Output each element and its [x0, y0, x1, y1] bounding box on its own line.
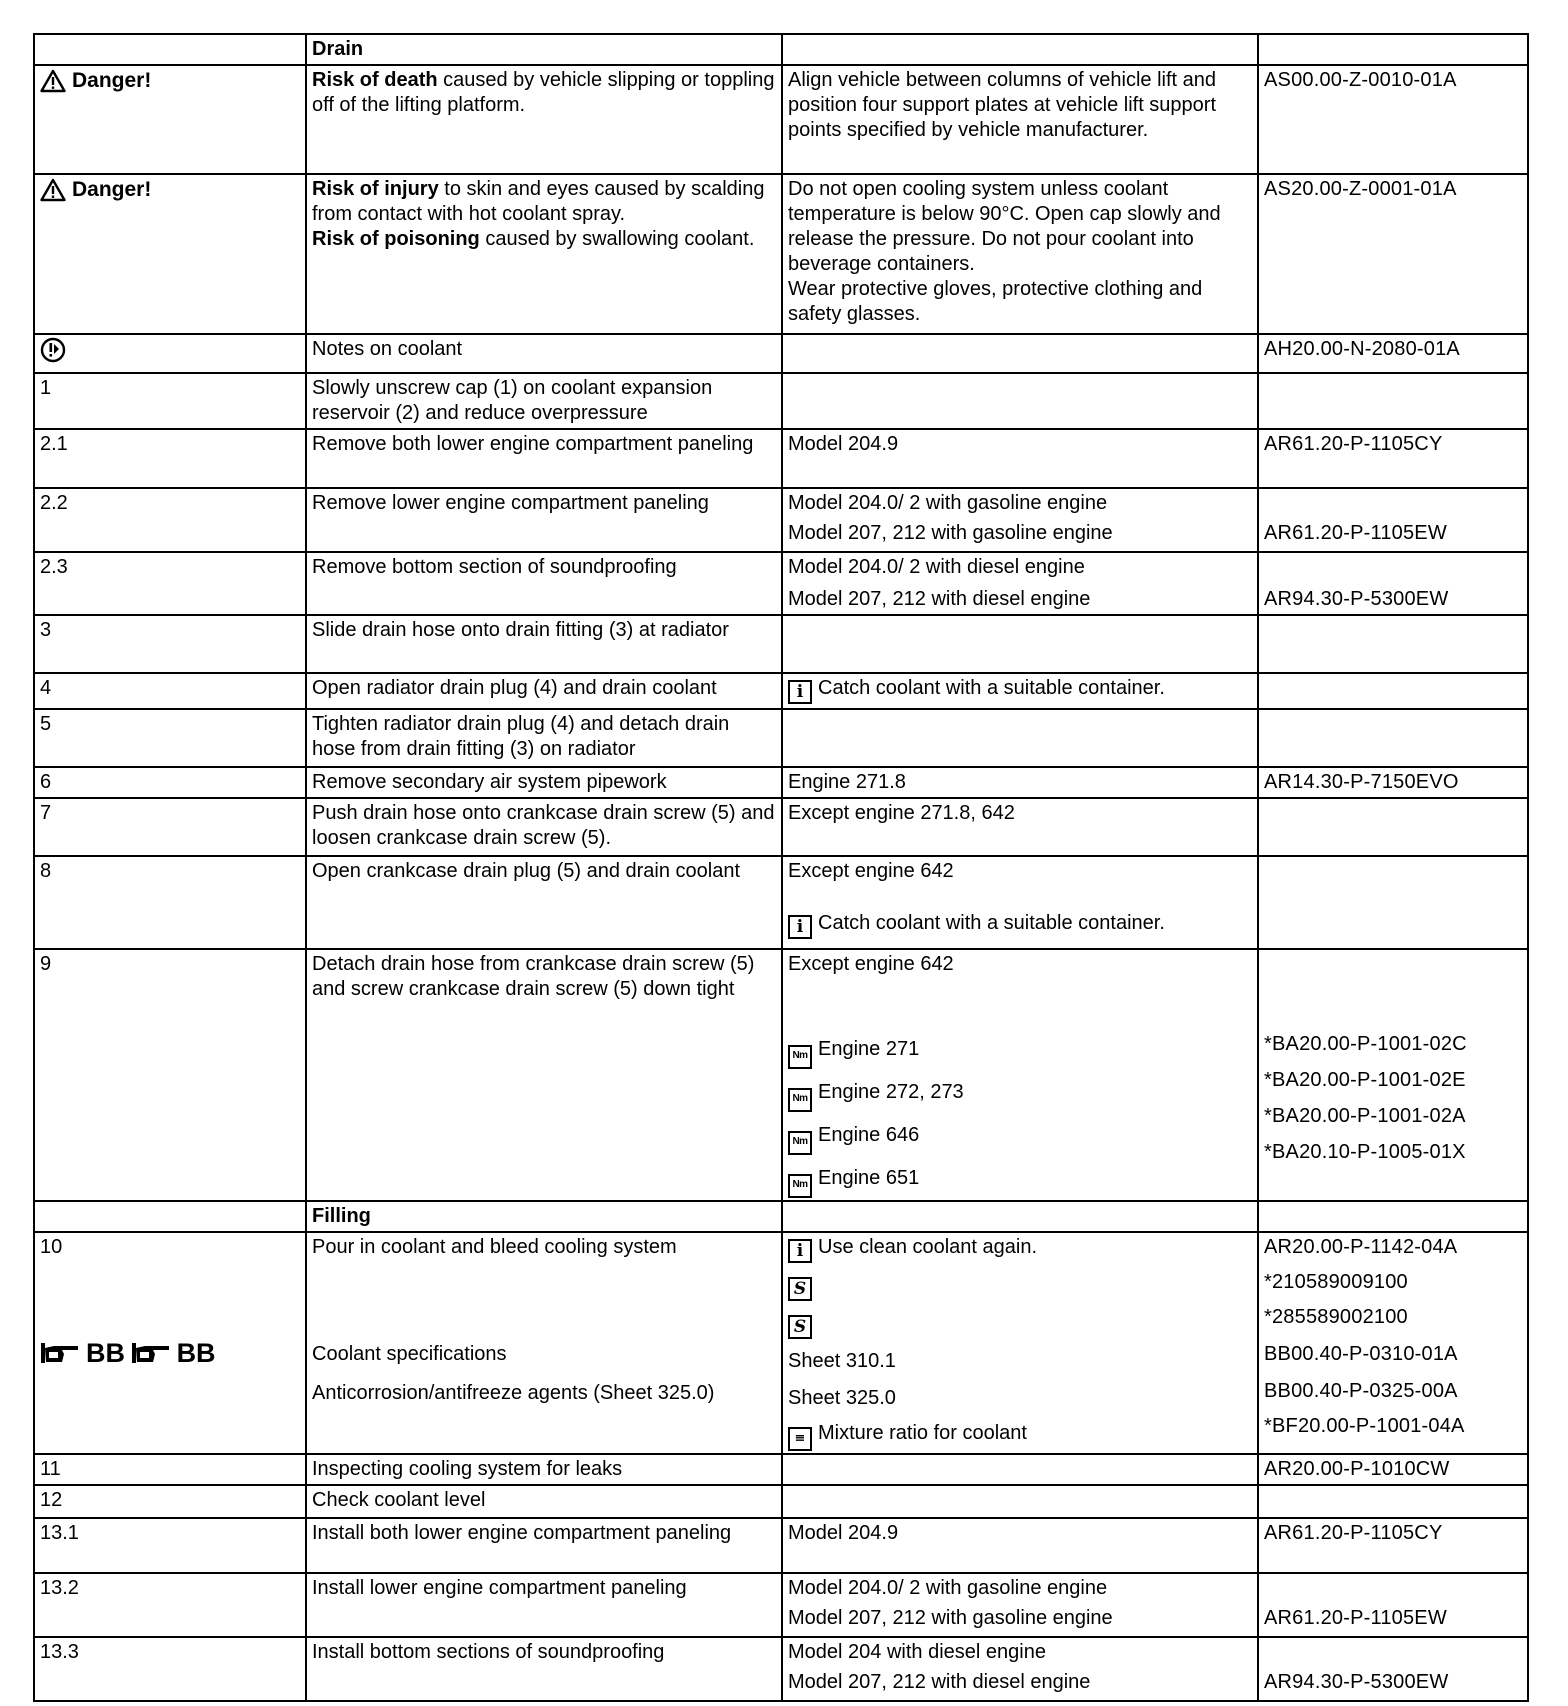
step-row	[34, 1637, 1528, 1701]
step-number: 8	[34, 856, 306, 949]
step-condition: Model 207, 212 with diesel engine	[788, 588, 1091, 610]
step-row	[34, 1518, 1528, 1573]
step-text: Check coolant level	[306, 1485, 782, 1518]
info-note: Use clean coolant again.	[818, 1236, 1038, 1258]
step-text: Slide drain hose onto drain fitting (3) at radiator	[306, 615, 782, 673]
document-reference[interactable]: AH20.00-N-2080-01A	[1258, 334, 1528, 373]
step-text: Push drain hose onto crankcase drain screw (5) and loosen crankcase drain screw (5).	[306, 798, 782, 856]
document-reference[interactable]: AR20.00-P-1142-04A	[1264, 1236, 1458, 1258]
warning-triangle-icon	[40, 178, 66, 202]
step-text: Pour in coolant and bleed cooling system	[312, 1236, 677, 1258]
special-tool-icon: S	[788, 1315, 812, 1339]
step-number: 9	[34, 949, 306, 1201]
step-condition: Model 207, 212 with gasoline engine	[788, 522, 1113, 544]
step-row	[34, 1232, 1528, 1454]
step-number: 2.3	[34, 552, 306, 615]
mixture-label: Mixture ratio for coolant	[818, 1422, 1027, 1444]
info-icon: i	[788, 915, 812, 939]
step-number: 12	[34, 1485, 306, 1518]
step-number: 13.2	[34, 1573, 306, 1637]
notes-link[interactable]: Notes on coolant	[306, 334, 782, 373]
step-row	[34, 673, 1528, 709]
step-text: Remove both lower engine compartment paneling	[306, 429, 782, 488]
step-text: Remove bottom section of soundproofing	[306, 552, 782, 615]
document-reference[interactable]: AS00.00-Z-0010-01A	[1258, 65, 1528, 174]
step-row	[34, 709, 1528, 767]
step-row	[34, 1485, 1528, 1518]
torque-reference[interactable]: *BA20.00-P-1001-02A	[1264, 1105, 1466, 1127]
step-number: 4	[34, 673, 306, 709]
risk-text: Risk of death caused by vehicle slipping or toppling off of the lifting platform.	[306, 65, 782, 174]
step-row	[34, 373, 1528, 429]
info-note: Catch coolant with a suitable container.	[818, 912, 1165, 934]
step-condition: Model 207, 212 with gasoline engine	[788, 1607, 1113, 1629]
step-number: 5	[34, 709, 306, 767]
step-number: 10	[40, 1236, 63, 1258]
section-header-drain	[34, 34, 1528, 65]
step-row	[34, 856, 1528, 949]
step-text: Detach drain hose from crankcase drain screw (5) and screw crankcase drain screw (5) down tight	[306, 949, 782, 1201]
step-text: Tighten radiator drain plug (4) and detach drain hose from drain fitting (3) on radiator	[306, 709, 782, 767]
document-reference[interactable]: AR61.20-P-1105EW	[1264, 522, 1447, 544]
step-row	[34, 429, 1528, 488]
spec-text: Anticorrosion/antifreeze agents (Sheet 325.0)	[312, 1382, 715, 1404]
step-row	[34, 798, 1528, 856]
step-text: Remove lower engine compartment paneling	[306, 488, 782, 552]
step-number: 6	[34, 767, 306, 798]
measure-text: Do not open cooling system unless coolant temperature is below 90°C. Open cap slowly and release the pressure. Do not pour coolant into beverage containers. Wear protective gloves, protective clothing and safety glasses.	[782, 174, 1258, 334]
torque-reference[interactable]: *BA20.00-P-1001-02E	[1264, 1069, 1466, 1091]
danger-label: Danger!	[40, 68, 151, 93]
step-condition: Model 204 with diesel engine	[788, 1641, 1046, 1663]
step-number: 7	[34, 798, 306, 856]
spec-text: Coolant specifications	[312, 1343, 507, 1365]
document-reference[interactable]: AR20.00-P-1010CW	[1258, 1454, 1528, 1485]
section-title: Filling	[306, 1201, 782, 1232]
step-row	[34, 615, 1528, 673]
torque-reference[interactable]: *BA20.00-P-1001-02C	[1264, 1033, 1467, 1055]
document-reference[interactable]: BB00.40-P-0325-00A	[1264, 1380, 1458, 1402]
info-icon: i	[788, 680, 812, 704]
step-text: Install lower engine compartment paneling	[306, 1573, 782, 1637]
step-row	[34, 767, 1528, 798]
spec-sheet: Sheet 325.0	[788, 1387, 896, 1409]
step-condition: Except engine 642	[788, 953, 954, 975]
info-icon: i	[788, 1239, 812, 1263]
step-condition: Model 204.9	[782, 1518, 1258, 1573]
step-row	[34, 1454, 1528, 1485]
spec-sheet: Sheet 310.1	[788, 1350, 896, 1372]
step-number: 1	[34, 373, 306, 429]
torque-icon: Nm	[788, 1174, 812, 1198]
step-condition: Model 204.9	[782, 429, 1258, 488]
tool-reference[interactable]: *285589002100	[1264, 1306, 1408, 1328]
step-text: Open radiator drain plug (4) and drain coolant	[306, 673, 782, 709]
torque-icon: Nm	[788, 1088, 812, 1112]
document-reference[interactable]: AR61.20-P-1105CY	[1258, 429, 1528, 488]
step-number: 11	[34, 1454, 306, 1485]
step-number: 13.1	[34, 1518, 306, 1573]
notes-icon	[40, 337, 66, 363]
step-text: Install both lower engine compartment paneling	[306, 1518, 782, 1573]
step-number: 2.2	[34, 488, 306, 552]
step-row	[34, 488, 1528, 552]
step-text: Open crankcase drain plug (5) and drain coolant	[306, 856, 782, 949]
danger-label: Danger!	[40, 177, 151, 202]
document-reference[interactable]: *BF20.00-P-1001-04A	[1264, 1415, 1465, 1437]
procedure-table	[33, 33, 1529, 1702]
document-reference[interactable]: AS20.00-Z-0001-01A	[1258, 174, 1528, 334]
step-condition: Model 204.0/ 2 with gasoline engine	[788, 1577, 1108, 1599]
pointing-hand-icon	[131, 1340, 173, 1366]
document-reference[interactable]: AR94.30-P-5300EW	[1264, 588, 1449, 610]
document-reference[interactable]: BB00.40-P-0310-01A	[1264, 1343, 1458, 1365]
bb-reference-marker: BB	[40, 1338, 125, 1368]
section-title: Drain	[306, 34, 782, 65]
step-condition: Except engine 271.8, 642	[782, 798, 1258, 856]
mixture-table-icon: ≡	[788, 1427, 812, 1451]
step-text: Install bottom sections of soundproofing	[306, 1637, 782, 1701]
step-text: Slowly unscrew cap (1) on coolant expansion reservoir (2) and reduce overpressure	[306, 373, 782, 429]
step-row: 9 Detach drain hose from crankcase drain screw (5) and screw crankcase drain screw (5) down tight Except engine 642 Nm Engine 271 Nm Engine 272, 273 Nm Engine 646 Nm Engine 651 *BA20.00-P-1001-02C *BA20.00-P-1001-02E *BA20.00-P-1001-02A *BA20.10-P-1005-01X	[34, 949, 1528, 1201]
special-tool-icon: S	[788, 1277, 812, 1301]
danger-row	[34, 174, 1528, 334]
step-number: 13.3	[34, 1637, 306, 1701]
measure-text: Align vehicle between columns of vehicle lift and position four support plates at vehicle lift support points specified by vehicle manufacturer.	[782, 65, 1258, 174]
step-row	[34, 1573, 1528, 1637]
section-header-filling	[34, 1201, 1528, 1232]
step-row	[34, 552, 1528, 615]
document-reference[interactable]: AR61.20-P-1105EW	[1264, 1607, 1447, 1629]
step-number: 2.1	[34, 429, 306, 488]
torque-reference[interactable]: *BA20.10-P-1005-01X	[1264, 1141, 1466, 1163]
step-condition: Model 207, 212 with diesel engine	[788, 1671, 1091, 1693]
bb-reference-marker: BB	[131, 1338, 216, 1368]
step-text: Remove secondary air system pipework	[306, 767, 782, 798]
danger-row	[34, 65, 1528, 174]
step-condition: Model 204.0/ 2 with diesel engine	[788, 556, 1085, 578]
torque-icon: Nm	[788, 1131, 812, 1155]
torque-icon: Nm	[788, 1045, 812, 1069]
document-reference[interactable]: AR61.20-P-1105CY	[1258, 1518, 1528, 1573]
info-note: Catch coolant with a suitable container.	[818, 677, 1165, 699]
step-condition: Engine 271.8	[782, 767, 1258, 798]
document-reference[interactable]: AR14.30-P-7150EVO	[1258, 767, 1528, 798]
notes-row	[34, 334, 1528, 373]
pointing-hand-icon	[40, 1340, 82, 1366]
risk-text: Risk of injury to skin and eyes caused by scalding from contact with hot coolant spray. Risk of poisoning caused by swallowing coolant.	[306, 174, 782, 334]
step-condition: Model 204.0/ 2 with gasoline engine	[788, 492, 1108, 514]
document-reference[interactable]: AR94.30-P-5300EW	[1264, 1671, 1449, 1693]
step-number: 3	[34, 615, 306, 673]
tool-reference[interactable]: *210589009100	[1264, 1271, 1408, 1293]
warning-triangle-icon	[40, 69, 66, 93]
step-text: Inspecting cooling system for leaks	[306, 1454, 782, 1485]
step-condition: Except engine 642	[788, 860, 954, 882]
